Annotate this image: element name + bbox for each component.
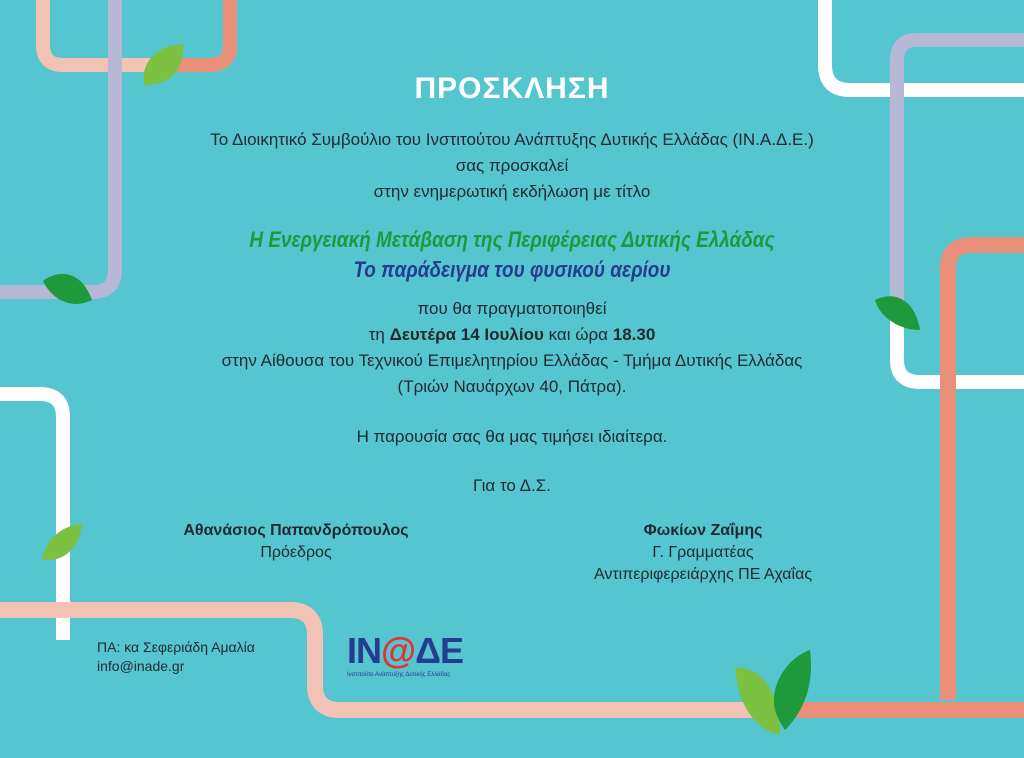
date-time-line bbox=[0, 322, 1024, 348]
logo-at-sign: @ bbox=[381, 630, 416, 671]
signatory-role: Πρόεδρος bbox=[260, 544, 332, 561]
contact-person: ΠΑ: κα Σεφεριάδη Αμαλία bbox=[97, 639, 255, 655]
for-board-line: Για το Δ.Σ. bbox=[473, 476, 551, 495]
event-title-block bbox=[72, 225, 953, 285]
event-date: Δευτέρα 14 Ιουλίου bbox=[389, 325, 544, 344]
logo-subtitle: Ινστιτούτο Ανάπτυξης Δυτικής Ελλάδας bbox=[347, 672, 451, 678]
contact-email[interactable]: info@inade.gr bbox=[97, 658, 185, 674]
presence-line: Η παρουσία σας θα μας τιμήσει ιδιαίτερα. bbox=[356, 427, 668, 446]
leaf-icon bbox=[735, 668, 780, 735]
time-prefix: και ώρα bbox=[548, 325, 608, 344]
event-time: 18.30 bbox=[612, 325, 656, 344]
invitation-title: ΠΡΟΣΚΛΗΣΗ bbox=[414, 72, 610, 105]
contact-info bbox=[97, 638, 255, 676]
date-prefix: τη bbox=[368, 325, 385, 344]
deco-pink-loop-top-left bbox=[43, 0, 230, 65]
address-line: (Τριών Ναυάρχων 40, Πάτρα). bbox=[397, 377, 627, 396]
signatory-secretary bbox=[493, 520, 913, 586]
intro-block bbox=[0, 127, 1024, 205]
signatory-name: Αθανάσιος Παπανδρόπουλος bbox=[183, 522, 409, 539]
logo-part-2: ΔΕ bbox=[415, 630, 463, 671]
logo-part-1: ΙΝ bbox=[347, 630, 381, 671]
intro-line: σας προσκαλεί bbox=[455, 156, 569, 175]
intro-line: στην ενημερωτική εκδήλωση με τίτλο bbox=[373, 182, 651, 201]
venue-line: στην Αίθουσα του Τεχνικού Επιμελητηρίου Ελλάδας - Τμήμα Δυτικής Ελλάδας bbox=[221, 351, 803, 370]
logo-wordmark bbox=[347, 632, 462, 670]
signatory-role: Αντιπεριφερειάρχης ΠΕ Αχαΐας bbox=[593, 566, 813, 583]
intro-line: Το Διοικητικό Συμβούλιο του Ινστιτούτου Ανάπτυξης Δυτικής Ελλάδας (ΙΝ.Α.Δ.Ε.) bbox=[210, 130, 814, 149]
signatory-name: Φωκίων Ζαΐμης bbox=[643, 522, 763, 539]
inade-logo bbox=[347, 632, 462, 678]
event-title: Η Ενεργειακή Μετάβαση της Περιφέρειας Δυτικής Ελλάδας bbox=[249, 227, 775, 252]
event-details bbox=[0, 296, 1024, 400]
event-subtitle: Το παράδειγμα του φυσικού αερίου bbox=[353, 257, 671, 282]
signatory-role: Γ. Γραμματέας bbox=[652, 544, 754, 561]
signatory-president bbox=[86, 520, 506, 564]
details-line: που θα πραγματοποιηθεί bbox=[417, 299, 607, 318]
